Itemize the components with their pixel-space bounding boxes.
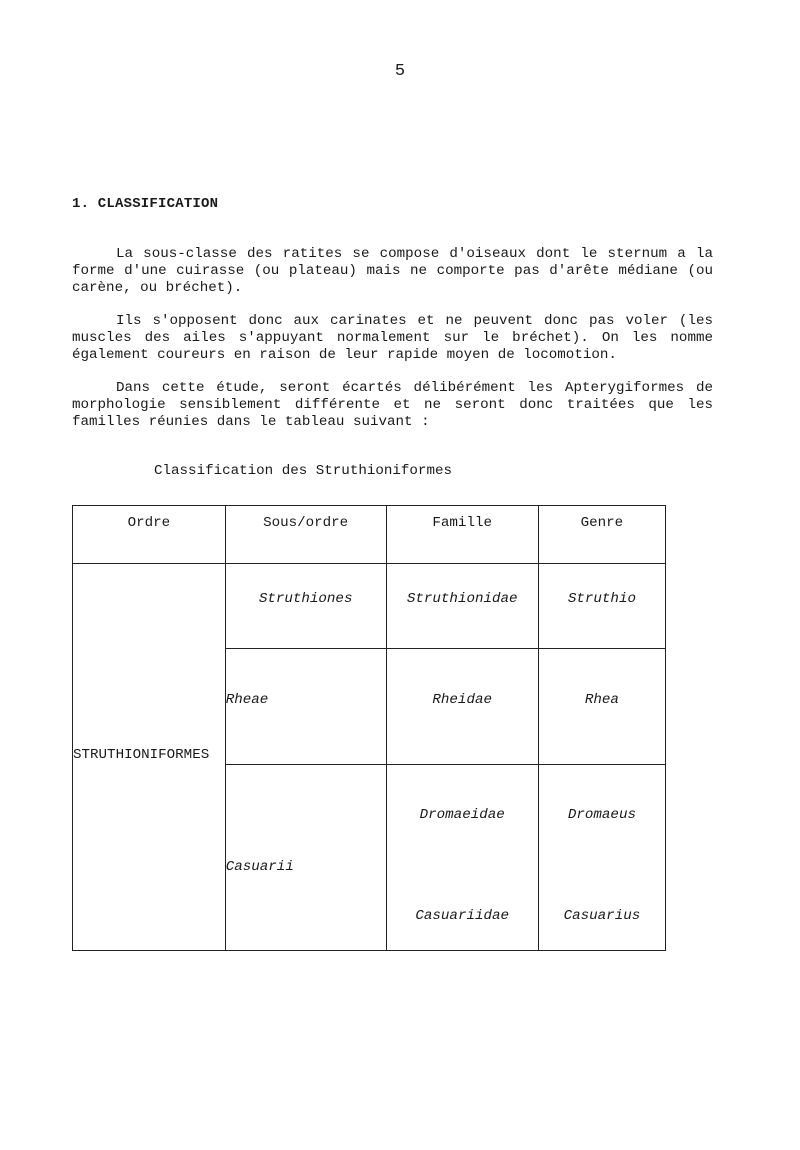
- header-famille: Famille: [386, 506, 538, 564]
- genre-value: Casuarius: [563, 908, 641, 924]
- paragraph-3: Dans cette étude, seront écartés délibérément les Apterygiformes de morphologie sensiblement différente et ne seront donc traitées que les familles réunies dans le tableau suivant :: [72, 380, 713, 430]
- header-ordre: Ordre: [73, 506, 226, 564]
- table-caption: Classification des Struthioniformes: [154, 463, 452, 479]
- famille-value: Casuariidae: [415, 908, 510, 924]
- genre-cell: [538, 564, 665, 649]
- sous-ordre-cell: [225, 649, 386, 765]
- paragraph-2: Ils s'opposent donc aux carinates et ne peuvent donc pas voler (les muscles des ailes s'appuyant normalement sur le bréchet). On les nomme également coureurs en raison de leur rapide moyen de locomotion.: [72, 313, 713, 363]
- classification-table: [72, 505, 666, 951]
- famille-value: Dromaeidae: [419, 807, 505, 823]
- famille-cell: [386, 564, 538, 649]
- famille-value: Rheidae: [432, 692, 492, 708]
- famille-cell: [386, 649, 538, 765]
- sous-ordre-value: Rheae: [225, 692, 269, 708]
- section-heading: 1. CLASSIFICATION: [72, 196, 219, 212]
- genre-cell: [538, 649, 665, 765]
- ordre-cell: [73, 564, 226, 951]
- page-number: 5: [394, 62, 406, 81]
- famille-value: Struthionidae: [406, 591, 518, 607]
- header-genre: Genre: [538, 506, 665, 564]
- sous-ordre-value: Struthiones: [258, 591, 353, 607]
- table-row: [73, 564, 666, 649]
- genre-value: Struthio: [567, 591, 636, 607]
- header-sous-ordre: Sous/ordre: [225, 506, 386, 564]
- genre-value: Rhea: [584, 692, 619, 708]
- paragraph-1: La sous-classe des ratites se compose d'oiseaux dont le sternum a la forme d'une cuirasse (ou plateau) mais ne comporte pas d'arête médiane (ou carène, ou bréchet).: [72, 246, 713, 296]
- famille-cell: [386, 765, 538, 951]
- sous-ordre-value: Casuarii: [225, 859, 294, 875]
- sous-ordre-cell: [225, 564, 386, 649]
- genre-value: Dromaeus: [567, 807, 636, 823]
- ordre-value: STRUTHIONIFORMES: [73, 747, 210, 763]
- table-header-row: [73, 506, 666, 564]
- genre-cell: [538, 765, 665, 951]
- sous-ordre-cell: [225, 765, 386, 951]
